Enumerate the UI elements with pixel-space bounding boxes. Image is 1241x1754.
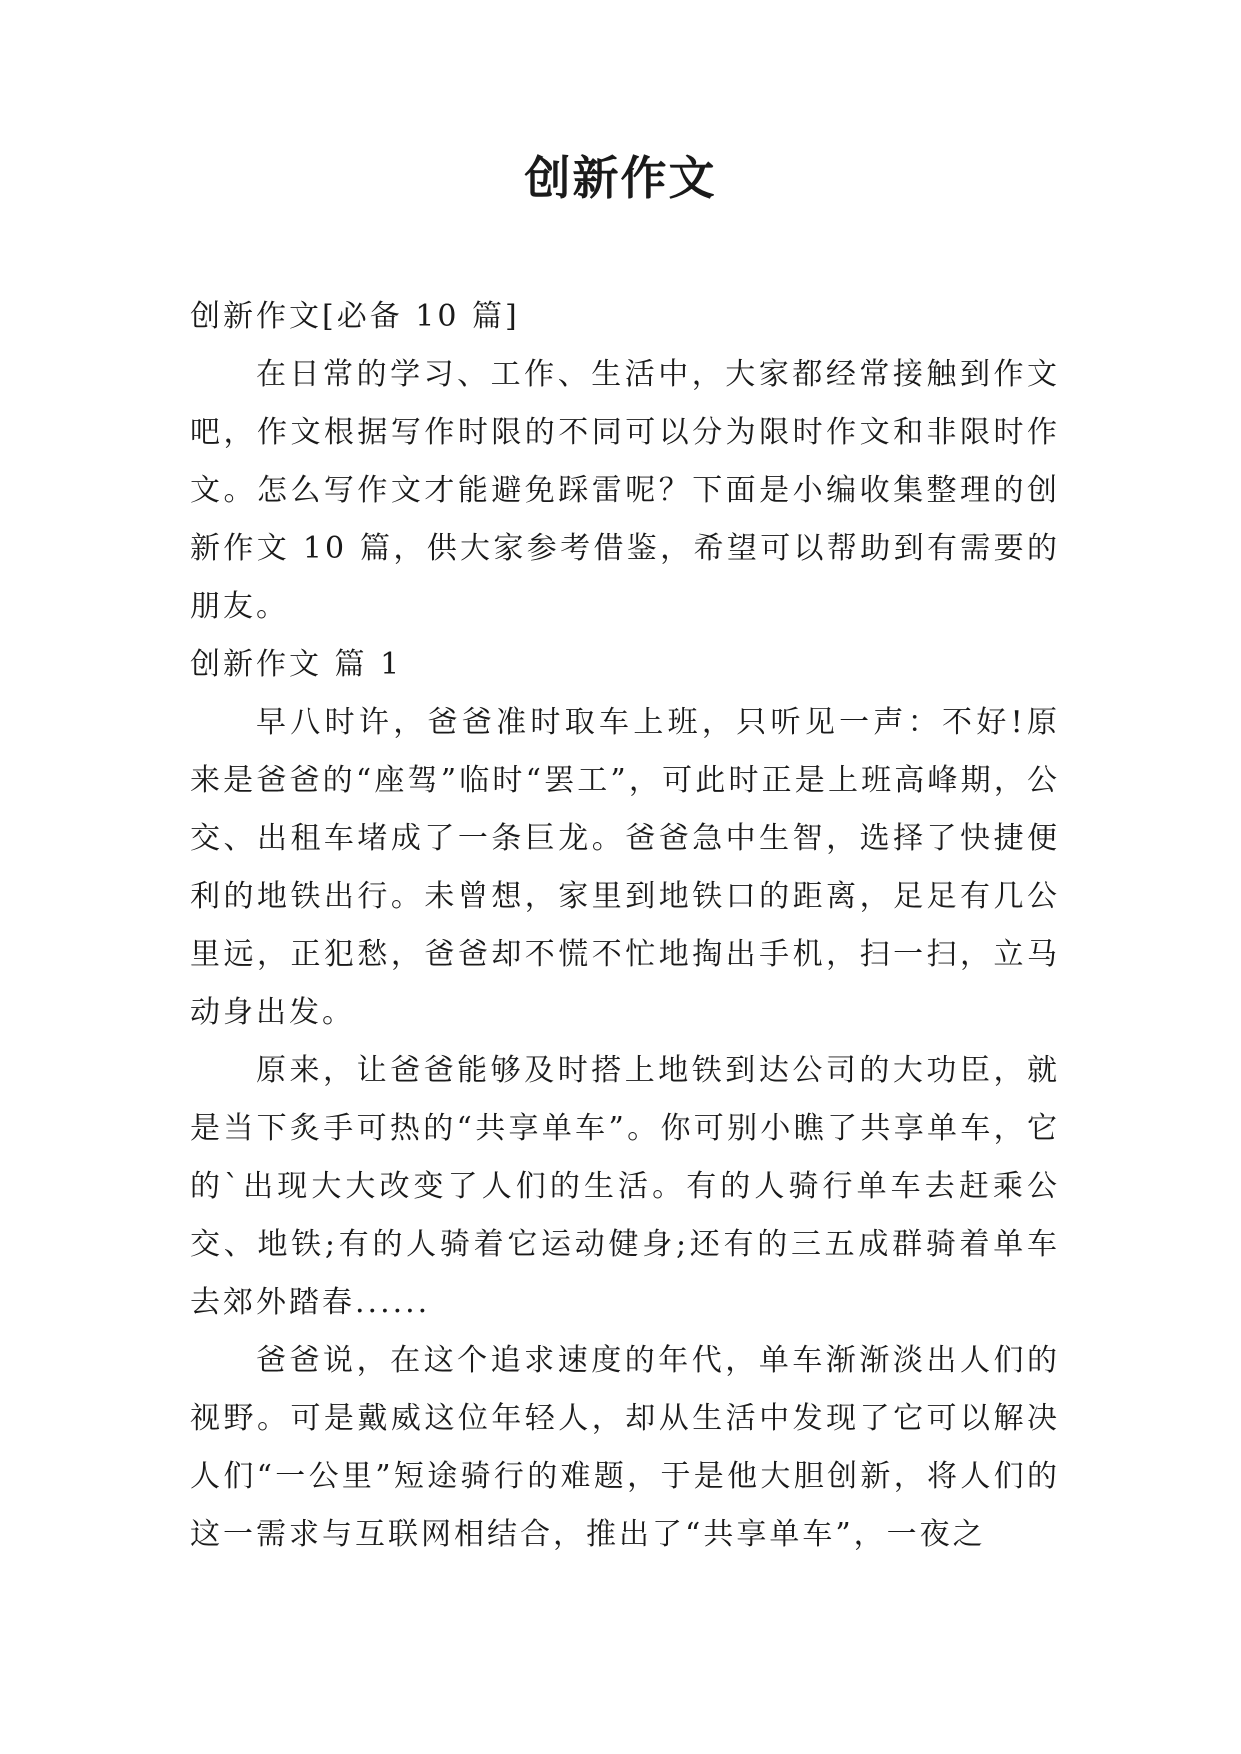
section-heading: 创新作文 篇 1 [190, 647, 403, 682]
body-paragraph-2: 原来，让爸爸能够及时搭上地铁到达公司的大功臣，就是当下炙手可热的“共享单车”。你可别小瞧了共享单车，它的`出现大大改变了人们的生活。有的人骑行单车去赶乘公交、地铁;有的人骑着它运动健身;还有的三五成群骑着单车去郊外踏春...... [190, 1053, 1060, 1320]
body-paragraph-1: 早八时许，爸爸准时取车上班，只听见一声：不好!原来是爸爸的“座驾”临时“罢工”，可此时正是上班高峰期，公交、出租车堵成了一条巨龙。爸爸急中生智，选择了快捷便利的地铁出行。未曾想，家里到地铁口的距离，足足有几公里远，正犯愁，爸爸却不慌不忙地掏出手机，扫一扫，立马动身出发。 [190, 705, 1060, 1030]
document-subtitle: 创新作文[必备 10 篇] [190, 299, 520, 334]
document-body [190, 288, 1060, 1564]
page-title: 创新作文 [524, 151, 717, 205]
body-paragraph-3: 爸爸说，在这个追求速度的年代，单车渐渐淡出人们的视野。可是戴威这位年轻人，却从生活中发现了它可以解决人们“一公里”短途骑行的难题，于是他大胆创新，将人们的这一需求与互联网相结合，推出了“共享单车”，一夜之 [190, 1343, 1060, 1552]
intro-paragraph: 在日常的学习、工作、生活中，大家都经常接触到作文吧，作文根据写作时限的不同可以分为限时作文和非限时作文。怎么写作文才能避免踩雷呢？下面是小编收集整理的创新作文 10 篇，供大家参考借鉴，希望可以帮助到有需要的朋友。 [190, 357, 1060, 624]
